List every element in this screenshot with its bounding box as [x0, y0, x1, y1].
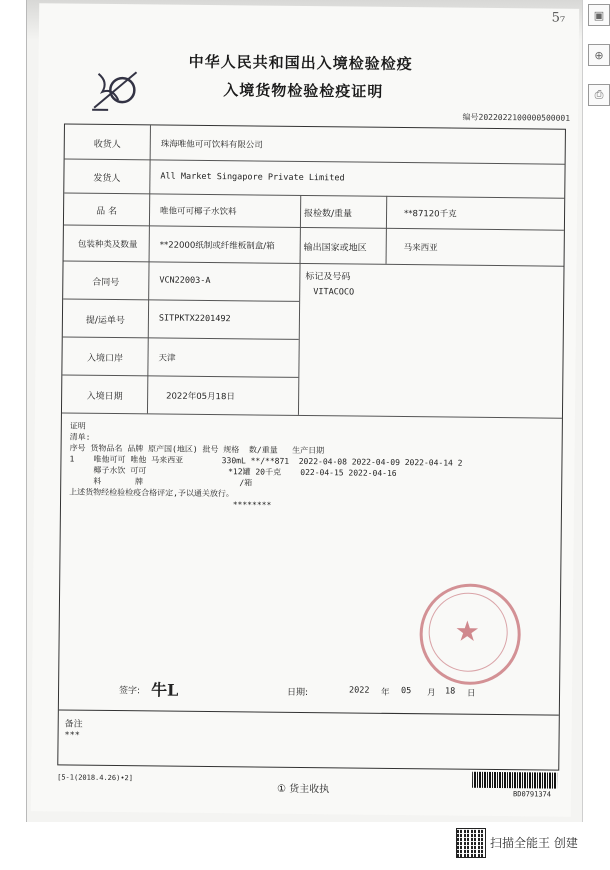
signature: 牛L [150, 680, 179, 700]
row-date [62, 374, 562, 418]
certificate-table [57, 123, 566, 770]
serial-number: 2022022100000500001 [478, 112, 571, 123]
title-line-1: 中华人民共和国出入境检验检疫 [188, 52, 413, 74]
image-icon[interactable]: ▣ [588, 4, 610, 26]
date-value: 2022年05月18日 [166, 391, 235, 403]
remarks-label: 备注 [64, 719, 83, 730]
year-char: 年 [380, 687, 390, 698]
origin-label: 输出国家或地区 [303, 242, 367, 254]
corner-mark: 5₇ [551, 10, 566, 26]
marks-label: 标记及号码 [305, 271, 351, 283]
date-label: 入境日期 [86, 391, 123, 403]
contract-label: 合同号 [92, 277, 120, 289]
certificate-text: 证明 清单: 序号 货物品名 品牌 原产国(地区) 批号 规格 数/重量 生产日期 1 唯他可可 唯他 马来西亚 330mL **/**871 2022-04-08 2022-04-09 2022-04-14 2 椰子水饮 可可 *12罐 20千克 022-04-15 2022-04-16 料 牌 /箱 上述货物经检验检疫合格评定,予以通关放行。 ******** [68, 421, 463, 510]
title-line-2: 入境货物检验检疫证明 [223, 81, 384, 101]
consignee-label: 收货人 [93, 139, 121, 151]
row-contract [63, 260, 299, 301]
bl-label: 提/运单号 [85, 315, 125, 327]
product-label: 品 名 [96, 206, 118, 218]
bl-value: SITPKTX2201492 [158, 313, 231, 325]
port-label: 入境口岸 [86, 353, 124, 365]
sign-date-year: 2022 [349, 685, 370, 696]
official-seal-icon [419, 583, 521, 685]
zoom-icon[interactable]: ⊕ [588, 44, 610, 66]
serial [463, 112, 571, 124]
inspection-emblem-icon [88, 64, 144, 115]
watermark-brand: 扫描全能王 创建 [490, 836, 578, 850]
barcode-icon [472, 772, 557, 789]
form-code: [5-1(2018.4.26)•2] [57, 773, 134, 783]
scanned-document [26, 0, 583, 823]
contract-value: VCN22003-A [159, 275, 211, 287]
pkg-value: **22000纸制或纤维板制盒/箱 [159, 240, 275, 252]
footer [57, 767, 557, 802]
qty-value: **87120千克 [404, 209, 457, 220]
row-bl [63, 298, 299, 339]
signature-label: 签字: [118, 686, 141, 697]
marks-value: VITACOCO [313, 287, 355, 298]
qr-code-icon [456, 828, 486, 858]
barcode-number: BD0791374 [513, 790, 552, 799]
sign-date-label: 日期: [286, 687, 309, 699]
consignor-value: All Market Singapore Private Limited [160, 171, 345, 184]
print-icon[interactable]: ⎙ [588, 84, 610, 106]
serial-label: 编号 [462, 112, 479, 122]
side-toolbar [588, 4, 610, 124]
origin-value: 马来西亚 [403, 243, 438, 254]
port-value: 天津 [158, 353, 176, 364]
footer-center: ① 货主收执 [276, 783, 330, 796]
remarks-box [58, 709, 559, 770]
pkg-label: 包装种类及数量 [77, 239, 138, 251]
certificate-paper [31, 3, 579, 817]
day-char: 日 [466, 688, 476, 699]
watermark-bar [0, 822, 610, 870]
qty-label: 报检数/重量 [304, 208, 353, 220]
sign-date-day: 18 [445, 686, 456, 697]
seal-star-icon: ★ [454, 614, 480, 648]
row-port [62, 336, 298, 377]
signature-row [59, 674, 559, 709]
consignor-label: 发货人 [93, 173, 121, 185]
sign-date-month: 05 [401, 686, 412, 697]
consignee-value: 珠海唯他可可饮料有限公司 [160, 139, 263, 151]
product-value: 唯他可可椰子水饮料 [160, 206, 237, 218]
month-char: 月 [426, 688, 436, 699]
remarks-value: *** [64, 730, 80, 741]
